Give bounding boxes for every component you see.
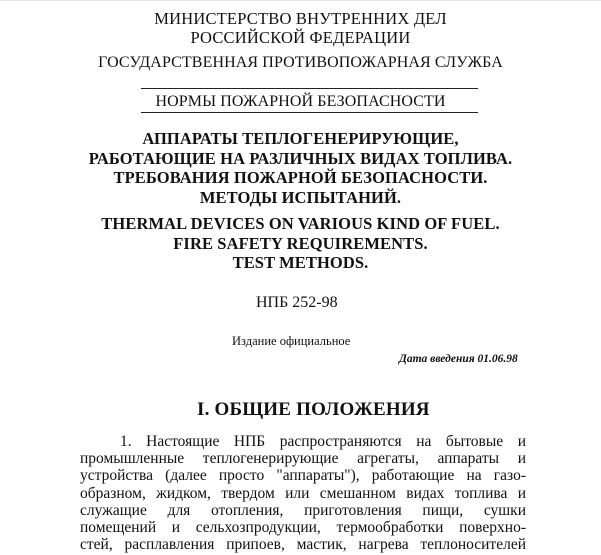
title-en-line: FIRE SAFETY REQUIREMENTS. — [173, 233, 428, 253]
document-title-en — [0, 214, 601, 273]
paragraph-line: стей, расплавления припоев, мастик, нагрева теплоносителей — [80, 536, 526, 554]
ministry-heading — [0, 9, 601, 47]
section-paragraph — [80, 433, 526, 553]
ministry-line: РОССИЙСКОЙ ФЕДЕРАЦИИ — [190, 28, 411, 47]
section-title: I. ОБЩИЕ ПОЛОЖЕНИЯ — [197, 399, 430, 420]
ministry-line: МИНИСТЕРСТВО ВНУТРЕННИХ ДЕЛ — [154, 9, 447, 28]
paragraph-line: служащие для отопления, приготовления пищи, сушки — [80, 501, 526, 519]
paragraph-line: образном, жидком, твердом или смешанном видах топлива и — [80, 484, 526, 502]
title-en-line: THERMAL DEVICES ON VARIOUS KIND OF FUEL. — [101, 214, 500, 233]
paragraph-line: помещений и сельхозпродукции, термообработки поверхно- — [80, 519, 526, 537]
intro-date: Дата введения 01.06.98 — [399, 353, 518, 365]
title-ru-line: РАБОТАЮЩИЕ НА РАЗЛИЧНЫХ ВИДАХ ТОПЛИВА. — [88, 148, 513, 168]
title-ru-line: МЕТОДЫ ИСПЫТАНИЙ. — [199, 187, 402, 207]
title-ru-line: ТРЕБОВАНИЯ ПОЖАРНОЙ БЕЗОПАСНОСТИ. — [113, 168, 488, 187]
paragraph-line: промышленные теплогенерирующие агрегаты, аппараты и — [80, 450, 526, 468]
edition-label: Издание официальное — [232, 334, 351, 348]
paragraph-line: устройства (далее просто "аппараты"), работающие на газо- — [80, 467, 526, 485]
norms-heading: НОРМЫ ПОЖАРНОЙ БЕЗОПАСНОСТИ — [155, 93, 446, 110]
paragraph-line: 1. Настоящие НПБ распространяются на бытовые и — [120, 433, 526, 450]
document-title-ru — [0, 129, 601, 207]
document-code: НПБ 252-98 — [256, 294, 338, 311]
service-heading: ГОСУДАРСТВЕННАЯ ПРОТИВОПОЖАРНАЯ СЛУЖБА — [98, 54, 503, 71]
title-ru-line: АППАРАТЫ ТЕПЛОГЕНЕРИРУЮЩИЕ, — [142, 129, 459, 148]
divider-bottom — [141, 112, 478, 113]
title-en-line: TEST METHODS. — [232, 253, 369, 272]
divider-top — [141, 88, 478, 89]
